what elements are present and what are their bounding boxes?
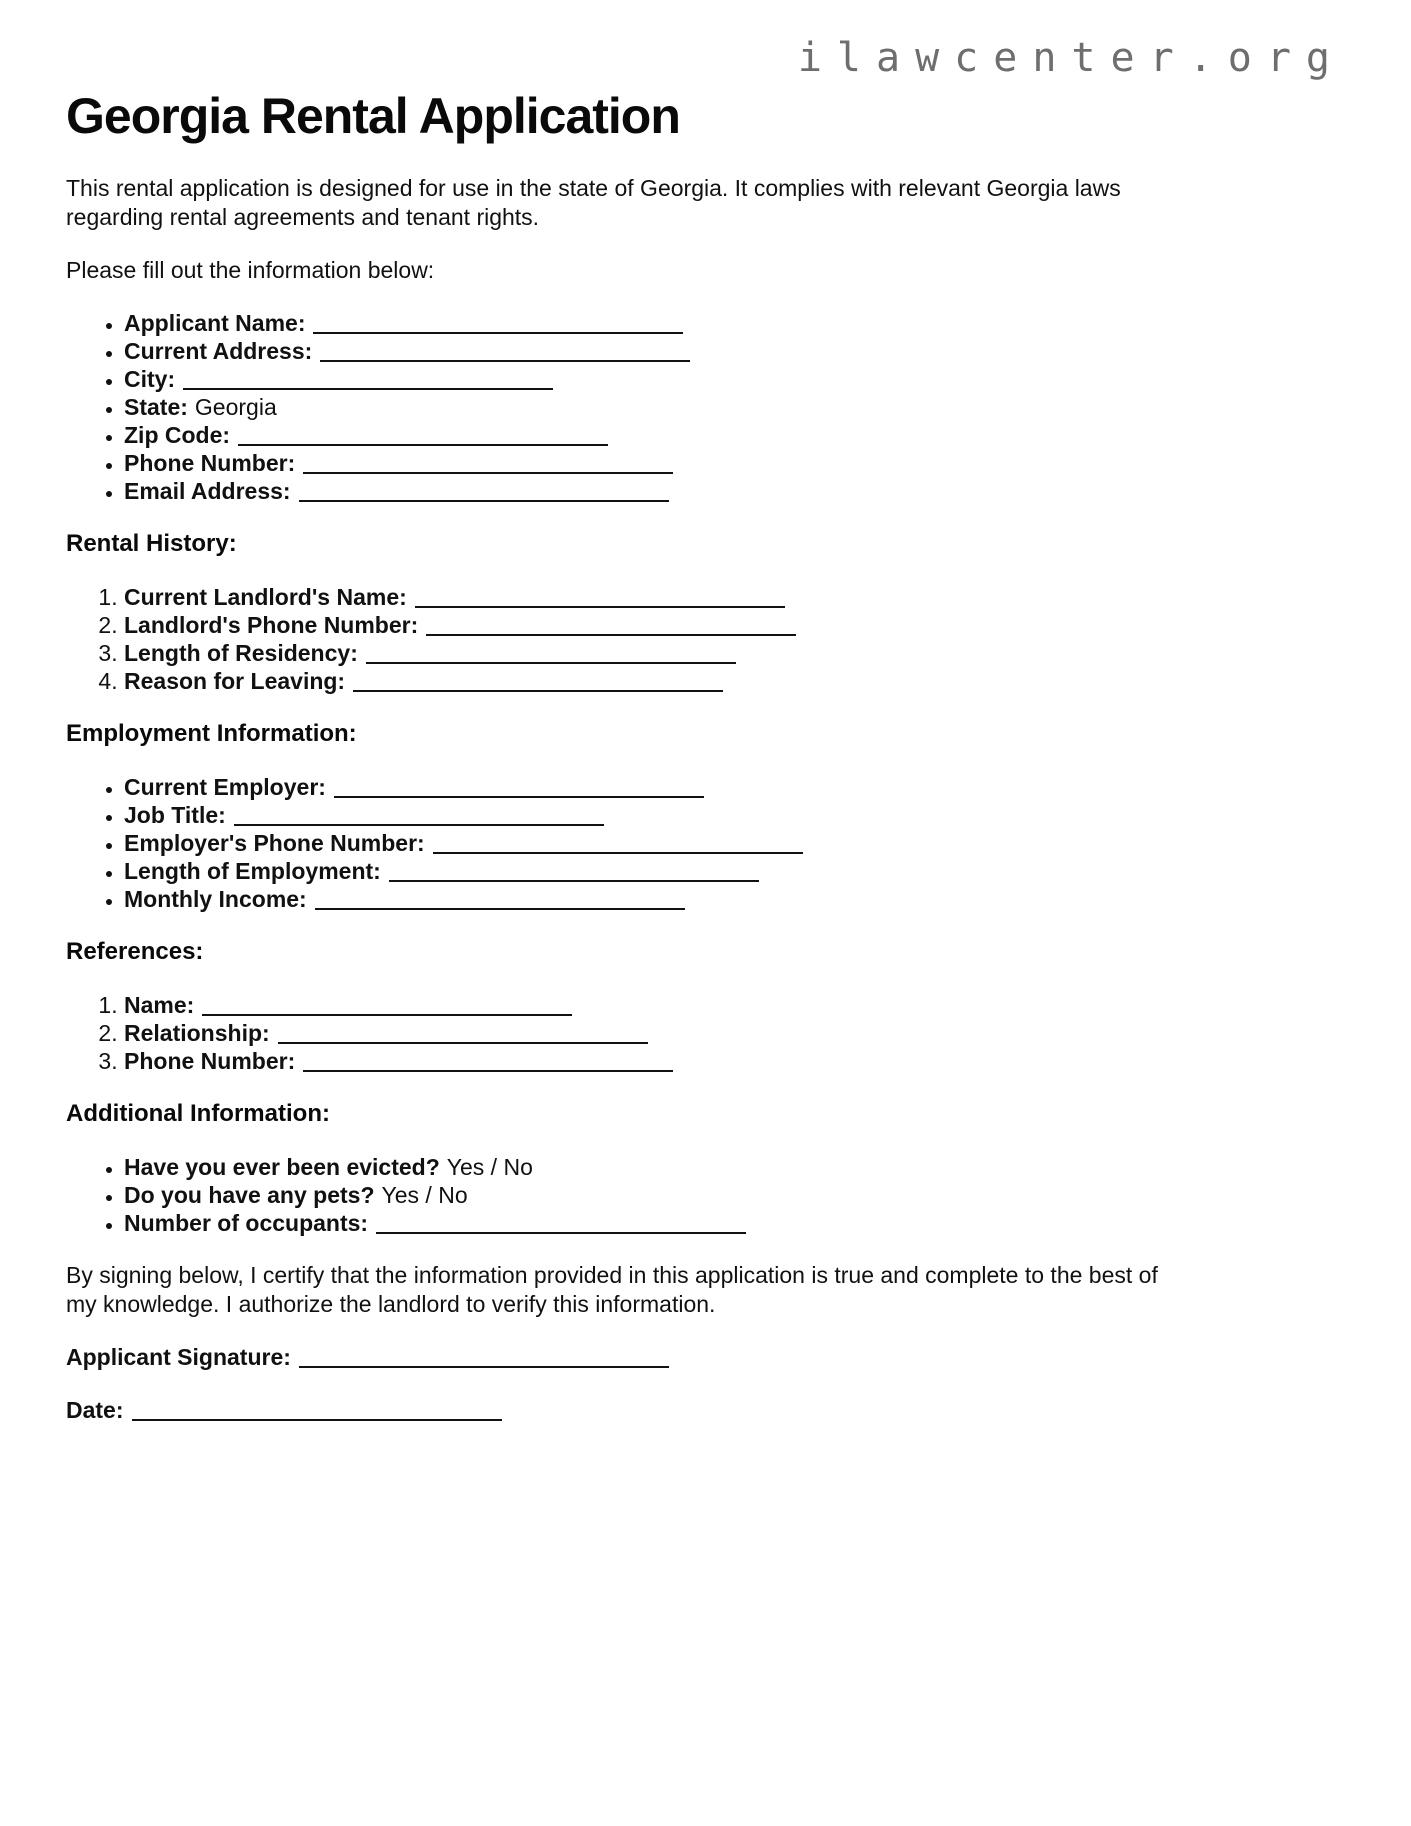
field-label: Name: [124,992,195,1018]
reference-phone-line [303,1070,673,1072]
rental-history-list [66,583,1345,695]
personal-info-list [66,309,1345,505]
references-heading: References: [66,938,204,965]
field-label: Reason for Leaving: [124,668,346,694]
field-label: Current Employer: [124,774,326,800]
field-evicted [124,1153,1345,1181]
field-label: Zip Code: [124,422,231,448]
field-city [124,365,1345,393]
field-current-address [124,337,1345,365]
certification-paragraph: By signing below, I certify that the information provided in this application is true and complete to the best of my knowledge. I authorize the landlord to verify this information. [66,1262,1158,1317]
additional-info-list [66,1153,1345,1237]
page-title: Georgia Rental Application [66,88,680,144]
date-line [132,1419,502,1421]
field-label: Current Landlord's Name: [124,584,407,610]
monthly-income-line [315,908,685,910]
zip-code-line [238,444,608,446]
field-length-of-residency [124,639,1345,667]
field-value: Yes / No [381,1182,468,1208]
rental-history-heading: Rental History: [66,530,237,557]
intro-paragraph: This rental application is designed for use in the state of Georgia. It complies with relevant Georgia laws regarding rental agreements and tenant rights. [66,175,1121,230]
field-label: Number of occupants: [124,1210,369,1236]
field-landlord-phone [124,611,1345,639]
field-length-of-employment [124,857,1345,885]
field-label: Current Address: [124,338,313,364]
city-line [183,388,553,390]
signature-row [66,1343,1345,1372]
reference-name-line [202,1014,572,1016]
date-label: Date: [66,1397,124,1423]
field-job-title [124,801,1345,829]
reference-relationship-line [278,1042,648,1044]
employment-list [66,773,1345,913]
current-employer-line [334,796,704,798]
number-of-occupants-line [376,1232,746,1234]
field-reference-relationship [124,1019,1345,1047]
field-label: Length of Employment: [124,858,381,884]
field-reference-name [124,991,1345,1019]
field-label: Phone Number: [124,1048,296,1074]
field-number-of-occupants [124,1209,1345,1237]
length-of-employment-line [389,880,759,882]
field-label: Relationship: [124,1020,270,1046]
field-label: State: [124,394,188,420]
field-applicant-name [124,309,1345,337]
phone-number-line [303,472,673,474]
reason-for-leaving-line [353,690,723,692]
landlord-phone-line [426,634,796,636]
field-label: Phone Number: [124,450,296,476]
current-address-line [320,360,690,362]
field-landlord-name [124,583,1345,611]
field-phone-number [124,449,1345,477]
field-label: Monthly Income: [124,886,307,912]
field-monthly-income [124,885,1345,913]
field-value: Yes / No [446,1154,533,1180]
length-of-residency-line [366,662,736,664]
field-label: Email Address: [124,478,291,504]
watermark: ilawcenter.org [797,35,1345,81]
field-label: Length of Residency: [124,640,358,666]
field-email-address [124,477,1345,505]
field-state [124,393,1345,421]
landlord-name-line [415,606,785,608]
field-label: Applicant Name: [124,310,306,336]
field-label: Job Title: [124,802,226,828]
email-address-line [299,500,669,502]
applicant-name-line [313,332,683,334]
field-label: City: [124,366,176,392]
field-label: Employer's Phone Number: [124,830,425,856]
field-current-employer [124,773,1345,801]
employer-phone-line [433,852,803,854]
signature-line [299,1366,669,1368]
field-reason-for-leaving [124,667,1345,695]
field-zip-code [124,421,1345,449]
field-value: Georgia [194,394,277,420]
field-reference-phone [124,1047,1345,1075]
field-employer-phone [124,829,1345,857]
employment-heading: Employment Information: [66,720,357,747]
field-label: Landlord's Phone Number: [124,612,419,638]
field-label: Have you ever been evicted? [124,1154,440,1180]
instruction-paragraph: Please fill out the information below: [66,257,435,283]
references-list [66,991,1345,1075]
job-title-line [234,824,604,826]
date-row [66,1396,1345,1425]
additional-info-heading: Additional Information: [66,1100,330,1127]
field-pets [124,1181,1345,1209]
field-label: Do you have any pets? [124,1182,375,1208]
signature-label: Applicant Signature: [66,1344,291,1370]
